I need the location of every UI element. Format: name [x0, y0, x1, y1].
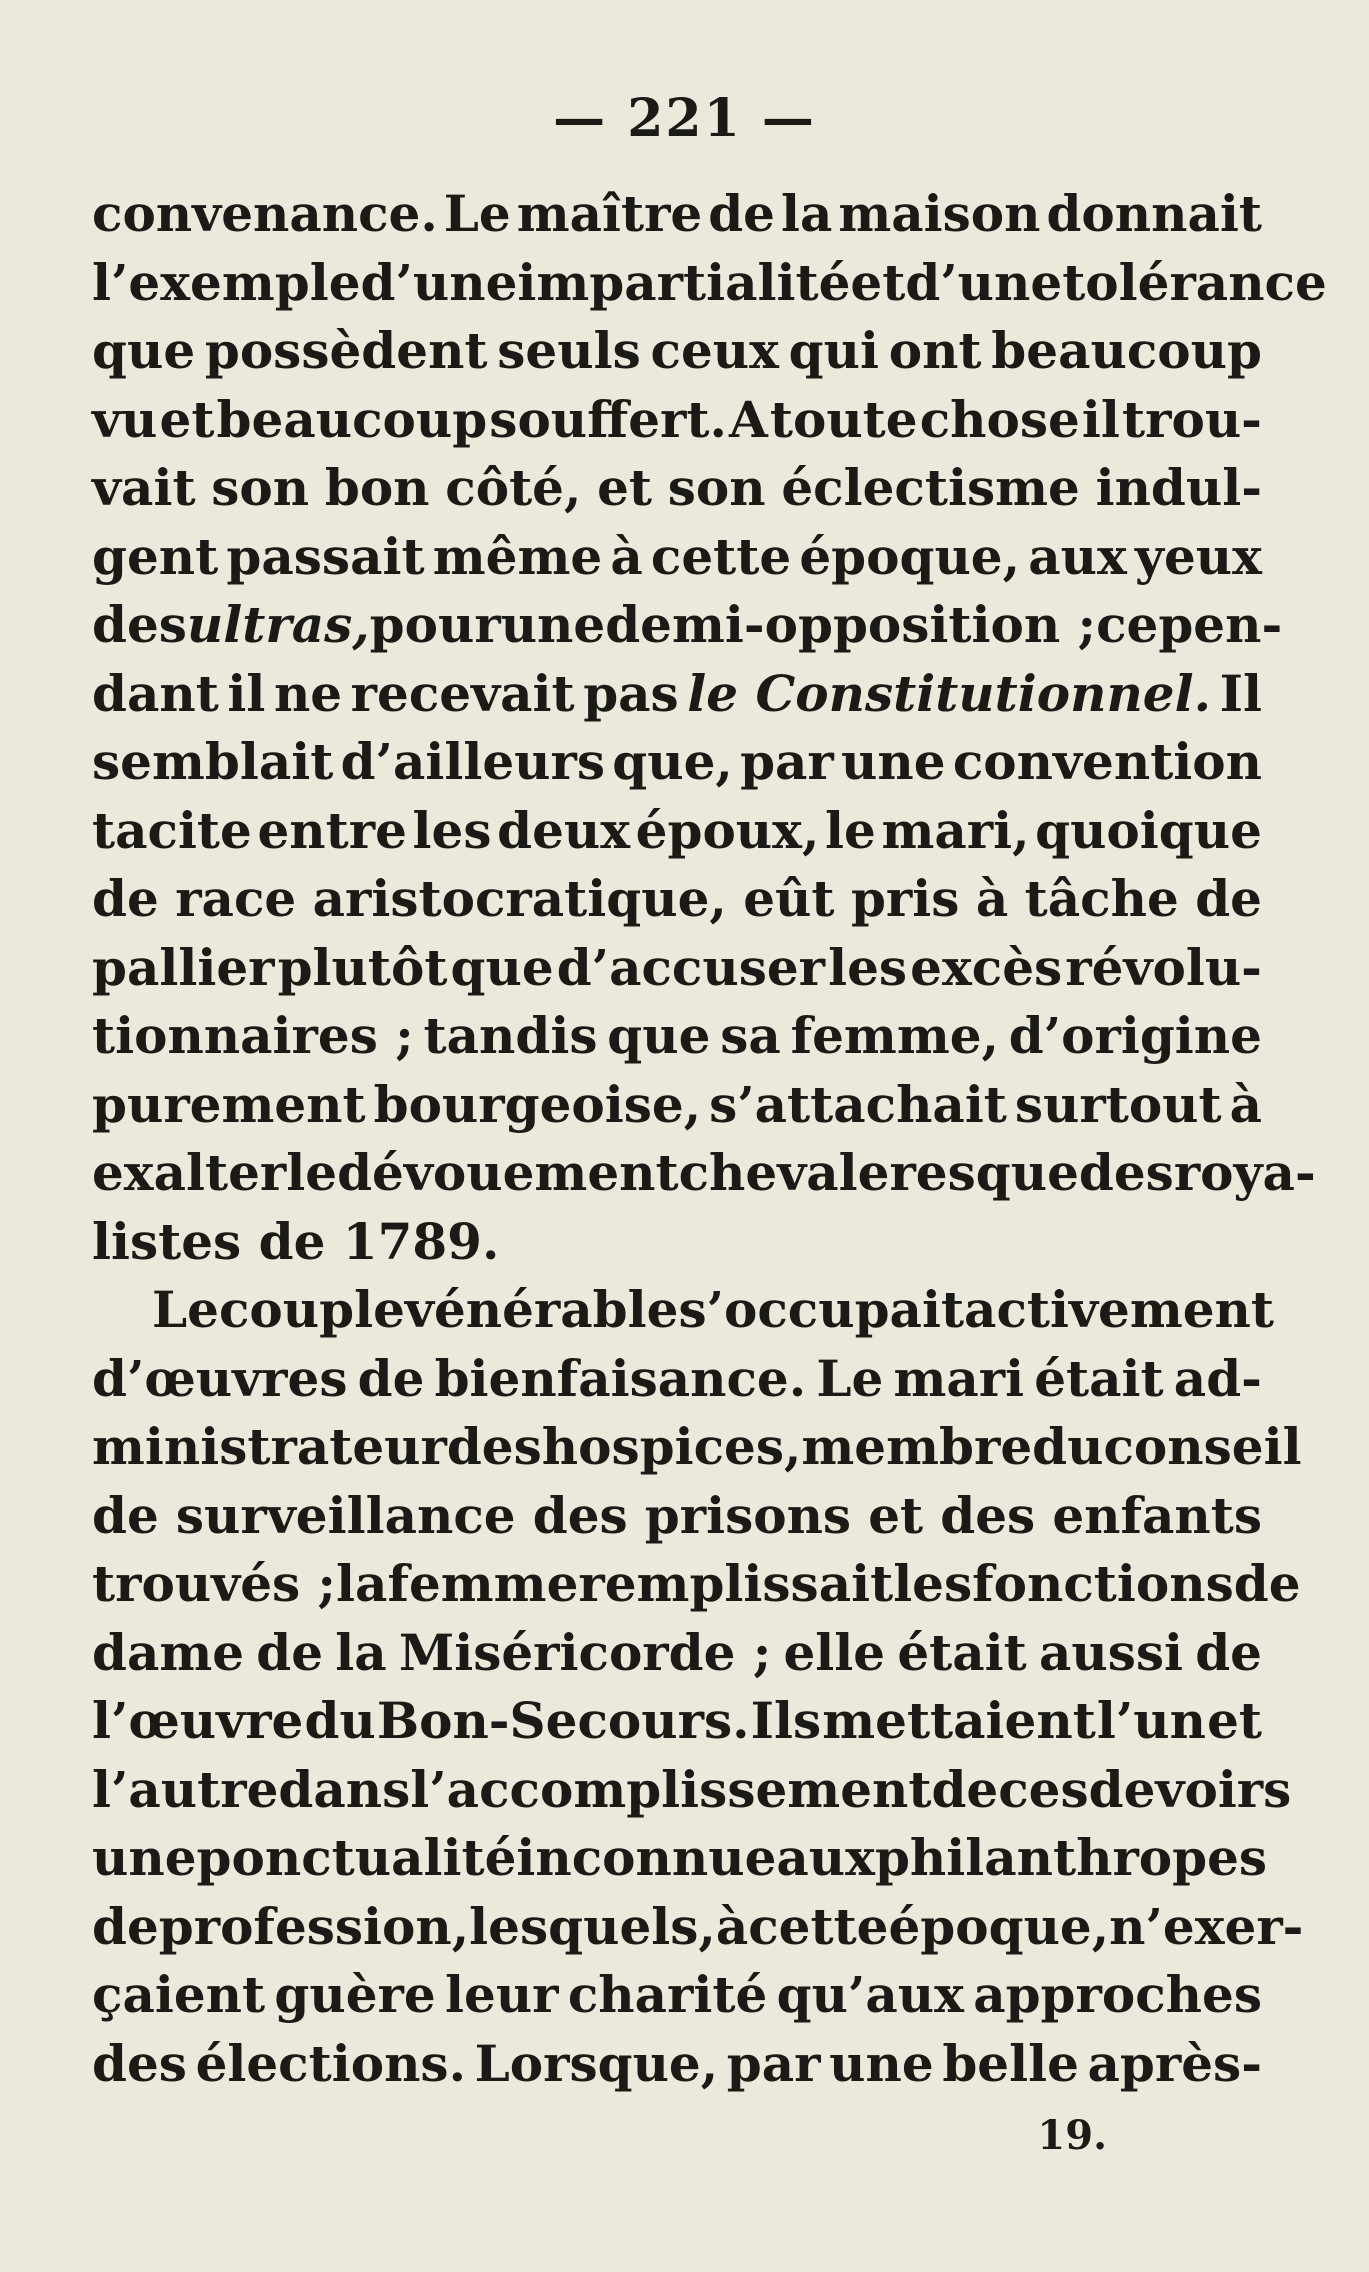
word: du	[1032, 1417, 1104, 1476]
word: trou-	[1122, 389, 1262, 449]
word: que,	[612, 732, 733, 791]
word: leur	[445, 1965, 559, 2024]
word: cepen-	[1096, 595, 1283, 654]
word: ponctualité	[196, 1828, 517, 1887]
word: ont	[888, 321, 982, 380]
text-line	[92, 1619, 1262, 1688]
word: beaucoup	[216, 389, 488, 449]
word: pris	[850, 869, 960, 928]
word: et	[159, 389, 215, 449]
text-line	[92, 728, 1262, 797]
word: Bon-Secours.	[376, 1691, 750, 1750]
word: charité	[567, 1965, 768, 2024]
word: exalter	[92, 1143, 287, 1202]
word: après-	[1087, 2033, 1262, 2093]
word: dans	[278, 1759, 411, 1819]
word: enfants	[1052, 1485, 1262, 1545]
word: qui	[788, 321, 879, 380]
word: hospices,	[541, 1417, 802, 1476]
word: et	[597, 458, 653, 517]
word: même	[432, 526, 603, 586]
word: des	[1078, 1143, 1174, 1202]
word: demi-opposition ;	[605, 595, 1097, 654]
word: ad-	[1173, 1348, 1262, 1408]
paragraph-2	[92, 1276, 1304, 2098]
word: Le	[816, 1348, 884, 1408]
text-line	[92, 1208, 1262, 1277]
word: les	[412, 800, 492, 860]
word: n’exer-	[1109, 1896, 1304, 1956]
word: çaient	[92, 1965, 266, 2024]
word: à	[975, 869, 1009, 928]
word: époque,	[799, 526, 1021, 586]
text-line	[92, 797, 1262, 866]
word: A	[728, 389, 768, 449]
word: son	[667, 458, 766, 517]
word: entre	[257, 800, 407, 860]
word: l’accomplissement	[410, 1759, 932, 1819]
word: passait	[226, 526, 425, 586]
word: pas	[583, 663, 679, 723]
word: gent	[92, 526, 219, 586]
word: l’autre	[92, 1759, 279, 1819]
word: possèdent	[204, 321, 488, 380]
word: mari	[893, 1348, 1025, 1408]
word: tâche	[1024, 869, 1179, 928]
word: dame	[92, 1622, 245, 1682]
word: pour	[369, 595, 501, 654]
word: bon	[324, 458, 430, 517]
text-line	[92, 1002, 1262, 1071]
word: roya-	[1173, 1143, 1316, 1202]
word: le	[825, 800, 876, 860]
word: était	[1034, 1348, 1164, 1408]
word: souffert.	[489, 389, 727, 449]
word: convenance.	[92, 184, 438, 243]
word: ne	[273, 663, 343, 723]
word: s’attachait	[709, 1074, 1007, 1134]
word: de	[1195, 1622, 1262, 1682]
word: tacite	[92, 800, 252, 860]
word: bourgeoise,	[373, 1074, 702, 1134]
word: recevait	[350, 663, 575, 723]
word: bienfaisance.	[434, 1348, 807, 1408]
word: qu’aux	[776, 1965, 964, 2024]
word: purement	[92, 1074, 366, 1134]
word: femme	[387, 1554, 579, 1613]
text-line	[92, 1687, 1262, 1756]
word: mari,	[881, 800, 1030, 860]
body-text	[92, 180, 1327, 2098]
word: ceux	[650, 321, 779, 380]
text-line	[92, 660, 1262, 729]
word: à	[610, 526, 643, 586]
word: de	[92, 1896, 159, 1956]
word: maison	[838, 184, 1041, 243]
word: d’accuser	[556, 937, 826, 997]
word: la	[780, 184, 833, 243]
text-line	[92, 865, 1262, 934]
word: tolérance	[1062, 252, 1327, 312]
word: maître	[516, 184, 703, 243]
word: de	[256, 1622, 324, 1682]
word: cette	[650, 526, 792, 586]
word: ministrateur	[92, 1417, 447, 1476]
paragraph-1	[92, 180, 1327, 1276]
word: la	[336, 1554, 388, 1613]
word: une	[841, 732, 946, 791]
word: trouvés ;	[92, 1554, 337, 1613]
word: tandis	[423, 1006, 598, 1065]
word: était	[897, 1622, 1027, 1682]
text-line	[92, 1482, 1262, 1551]
word: pallier	[92, 937, 275, 997]
word: l’œuvre	[92, 1691, 304, 1750]
word: Miséricorde ;	[398, 1622, 772, 1682]
word: que	[450, 937, 554, 997]
word: Le	[443, 184, 511, 243]
word: à	[1229, 1074, 1262, 1134]
word: l’exemple	[92, 252, 361, 312]
word: activement	[964, 1280, 1275, 1339]
word: eût	[743, 869, 835, 928]
word: de	[92, 869, 159, 928]
word: philanthropes	[874, 1828, 1268, 1887]
word: quoique	[1035, 800, 1262, 860]
word: d’origine	[1008, 1006, 1262, 1065]
word: de	[357, 1348, 425, 1408]
text-line	[92, 1139, 1316, 1208]
word: surveillance	[175, 1485, 516, 1545]
word: que	[607, 1006, 711, 1065]
word: sa	[720, 1006, 781, 1065]
word: lesquels,	[469, 1896, 716, 1956]
word: Il	[1219, 663, 1262, 723]
word: à	[715, 1896, 749, 1956]
word: d’ailleurs	[340, 732, 605, 791]
text-line	[92, 180, 1262, 249]
word: indul-	[1095, 458, 1262, 517]
word: élections.	[195, 2033, 466, 2093]
text-line	[92, 934, 1262, 1003]
word: guère	[274, 1965, 436, 2024]
signature-mark: 19.	[1037, 2112, 1107, 2159]
word: prisons	[644, 1485, 852, 1545]
word: la	[335, 1622, 387, 1682]
word: des	[92, 2033, 187, 2093]
word: race	[175, 869, 297, 928]
word: beaucoup	[991, 321, 1262, 380]
text-line	[92, 2030, 1262, 2099]
word: convention	[952, 732, 1262, 791]
word: toute	[769, 389, 918, 449]
word: excès	[910, 937, 1063, 997]
word: il	[227, 663, 266, 723]
word: fonctions	[972, 1554, 1234, 1613]
word: une	[92, 1828, 197, 1887]
text-line	[92, 1756, 1292, 1825]
word: chevaleresque	[678, 1143, 1079, 1202]
word: couple	[218, 1280, 405, 1339]
word: d’œuvres	[92, 1348, 348, 1408]
word: yeux	[1134, 526, 1262, 586]
word: plutôt	[277, 937, 448, 997]
text-line	[92, 1276, 1275, 1345]
word: elle	[783, 1622, 886, 1682]
word: d’une	[905, 252, 1063, 312]
word: vénérable	[404, 1280, 679, 1339]
word: impartialité	[517, 252, 851, 312]
word: du	[304, 1691, 376, 1750]
word: de	[92, 1485, 159, 1545]
word: le	[286, 1143, 338, 1202]
text-line	[92, 1550, 1301, 1619]
word: éclectisme	[781, 458, 1080, 517]
word: des	[532, 1485, 628, 1545]
word: vu	[92, 389, 158, 449]
word: des	[92, 595, 187, 654]
word: une	[500, 595, 606, 654]
word: époque,	[888, 1896, 1110, 1956]
word: son	[211, 458, 310, 517]
word: aristocratique,	[312, 869, 727, 928]
italic-word: le Constitutionnel.	[687, 663, 1212, 723]
text-line	[92, 1893, 1304, 1962]
word: Le	[152, 1280, 219, 1339]
word: révolu-	[1065, 937, 1262, 997]
word: une	[829, 2033, 934, 2093]
word: seuls	[497, 321, 641, 380]
word: côté,	[445, 458, 582, 517]
text-line	[92, 386, 1262, 455]
text-line	[92, 249, 1327, 318]
word: chose	[919, 389, 1080, 449]
word: ces	[998, 1759, 1089, 1819]
word: cette	[748, 1896, 889, 1956]
word: remplissait	[578, 1554, 894, 1613]
text-line	[92, 591, 1283, 660]
word: de	[931, 1759, 999, 1819]
word: femme,	[790, 1006, 999, 1065]
italic-word: ultras,	[186, 595, 370, 654]
text-line	[92, 1824, 1268, 1893]
word: donnait	[1046, 184, 1262, 243]
word: conseil	[1103, 1417, 1302, 1476]
page-number: — 221 —	[553, 88, 816, 149]
word: s’occupait	[678, 1280, 965, 1339]
word: belle	[942, 2033, 1079, 2093]
word: Lorsque,	[474, 2033, 719, 2093]
text-line	[92, 523, 1262, 592]
word: et	[1207, 1691, 1262, 1750]
word: profession,	[158, 1896, 470, 1956]
text-line	[92, 1961, 1262, 2030]
text-line	[92, 1345, 1262, 1414]
word: les	[828, 937, 908, 997]
word: inconnue	[516, 1828, 777, 1887]
word: devoirs	[1088, 1759, 1292, 1819]
word: dévouement	[337, 1143, 679, 1202]
word: aux	[776, 1828, 875, 1887]
word: et	[868, 1485, 924, 1545]
word: époux,	[635, 800, 820, 860]
word: par	[726, 2033, 821, 2093]
word: de	[1233, 1554, 1301, 1613]
word: d’une	[360, 252, 518, 312]
word: que	[92, 321, 196, 380]
word: des	[446, 1417, 542, 1476]
text-line	[92, 1413, 1302, 1482]
word: approches	[973, 1965, 1262, 2024]
word: il	[1081, 389, 1120, 449]
word: mettaient	[822, 1691, 1096, 1750]
word: surtout	[1014, 1074, 1222, 1134]
word: vait	[92, 458, 196, 517]
text-line	[92, 317, 1262, 386]
word: et	[850, 252, 906, 312]
word: membre	[801, 1417, 1033, 1476]
word: de	[1195, 869, 1262, 928]
word: deux	[497, 800, 631, 860]
text-line	[92, 454, 1262, 523]
word: semblait	[92, 732, 334, 791]
word: aussi	[1038, 1622, 1183, 1682]
word: des	[940, 1485, 1036, 1545]
word: dant	[92, 663, 219, 723]
word: tionnaires ;	[92, 1006, 414, 1065]
word: aux	[1028, 526, 1127, 586]
word: les	[893, 1554, 973, 1613]
text-line	[92, 1071, 1262, 1140]
word: de	[708, 184, 775, 243]
word: listes de 1789.	[92, 1211, 500, 1271]
word: par	[740, 732, 834, 791]
word: l’un	[1096, 1691, 1206, 1750]
word: Ils	[750, 1691, 822, 1750]
